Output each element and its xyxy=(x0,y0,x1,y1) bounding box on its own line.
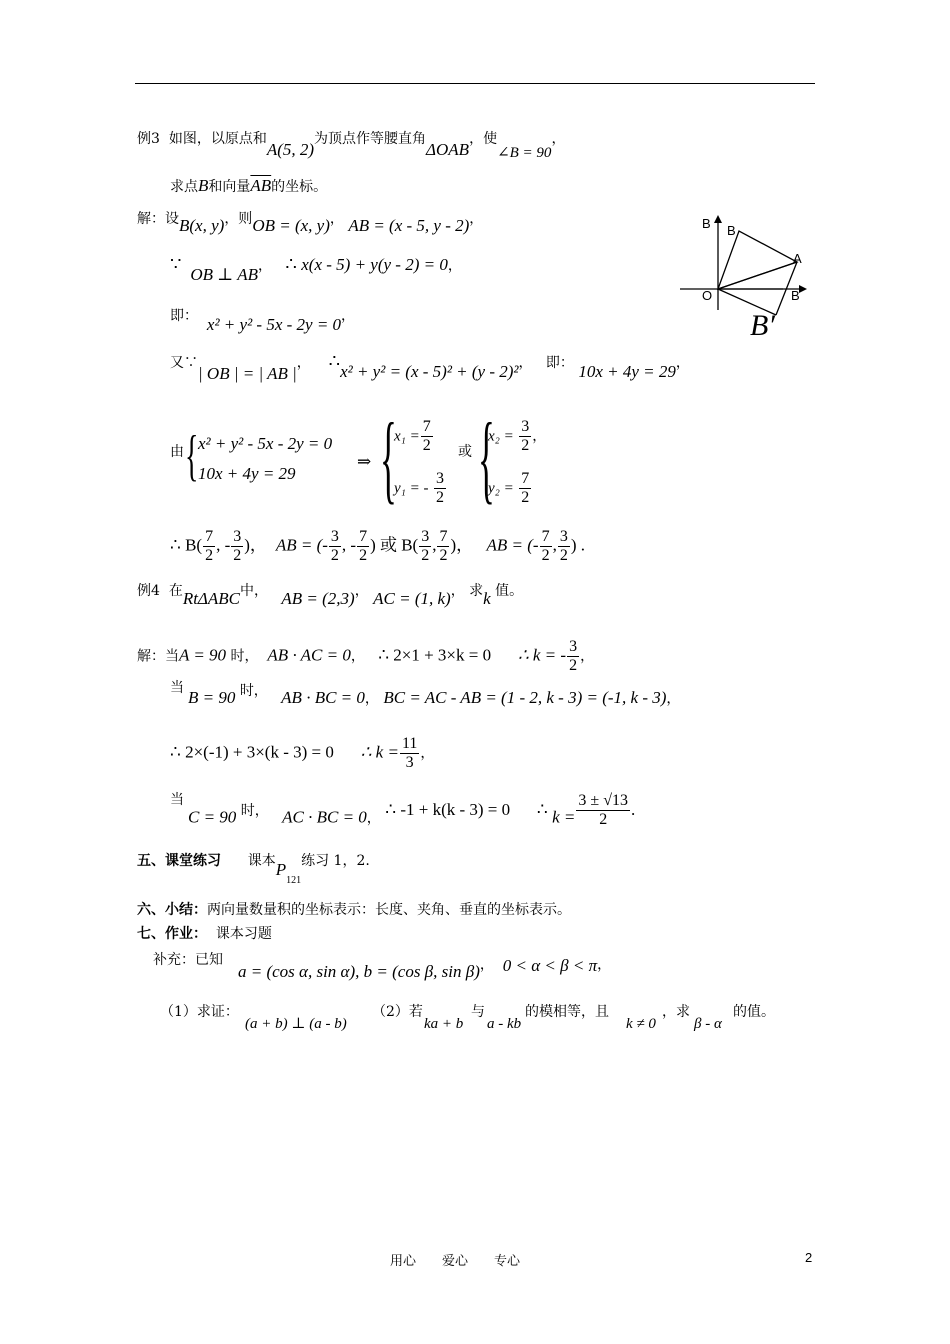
solution-4-line-2b: B = 90 时， AB · BC = 0， BC = AC - AB = (1 - 2, k - 3) = (-1, k - 3)， xyxy=(188,683,681,707)
question-2-ka: ka + b xyxy=(424,1016,464,1032)
question-2: （2）若 xyxy=(372,1004,423,1020)
section-5: 五、课堂练习 课本$P_{121}$练习 1，2. xyxy=(137,853,370,886)
solution-4-line-4: 当 xyxy=(170,792,184,808)
section-7: 七、作业： 课本习题 xyxy=(137,926,272,942)
question-2-end: 的值。 xyxy=(733,1004,775,1020)
solution-4-line-2: 当 xyxy=(170,680,184,696)
footer-text: 用心 爱心 专心 xyxy=(390,1254,521,1269)
y-axis-arrow xyxy=(714,215,722,223)
example-3-line-1: 例3 如图，以原点和A(5, 2)为顶点作等腰直角ΔOAB，使∠B = 90， xyxy=(137,131,566,161)
section-6: 六、小结：两向量数量积的坐标表示：长度、夹角、垂直的坐标表示。 xyxy=(137,902,571,918)
left-brace: { xyxy=(185,425,199,487)
solution-4-line-4b: C = 90 时， AC · BC = 0， ∴ -1 + k(k - 3) = 0 ∴ k = $\frac{3 \pm √13}{2}$ . xyxy=(188,792,636,828)
x-axis-arrow xyxy=(799,285,807,293)
triangle-figure xyxy=(680,205,820,345)
supplement-questions: （1）求证： xyxy=(160,1004,239,1020)
question-2-akb: a - kb xyxy=(487,1016,522,1032)
supplement-line-1: 补充：已知 xyxy=(153,952,223,968)
system-eq-1: x² + y² - 5x - 2y = 0 xyxy=(198,434,333,453)
system-label: 由 xyxy=(170,444,184,460)
label-A: A xyxy=(793,251,802,266)
or-text: 或 xyxy=(458,444,472,460)
solution-y2: y₂ = $\frac{7}{2}$ xyxy=(488,470,530,506)
solution-x1: x₁ = $\frac{7}{2}$ xyxy=(394,418,431,454)
label-B-axis: B xyxy=(702,216,711,231)
triangle-OAB xyxy=(718,231,797,289)
solution-3-answer: ∴ B( $\frac{7}{2}$ , - $\frac{3}{2}$ )， AB = (- $\frac{3}{2}$ , - $\frac{7}{2}$ ) 或 B( $\frac{3}{2}$ , $\frac{7}{2}$ )， AB = (- $\frac{7}{2}$ , $\frac{3}{2}$ ) . xyxy=(170,528,585,564)
solution-4-line-3: ∴ 2×(-1) + 3×(k - 3) = 0 ∴ k = $\frac{11}{3}$ ， xyxy=(170,735,435,771)
question-2-qiu: ，求 xyxy=(662,1004,690,1020)
question-2-yu: 与 xyxy=(471,1004,485,1020)
label-B-right: B xyxy=(791,288,800,303)
label-B-top: B xyxy=(727,223,736,238)
question-2-rest: 的模相等，且 xyxy=(525,1004,609,1020)
implies-arrow: ⇒ xyxy=(357,452,372,471)
solution-x2: x₂ = $\frac{3}{2}$ ， xyxy=(488,418,547,454)
brace-solution-2: { xyxy=(478,402,495,513)
page-number: 2 xyxy=(805,1250,813,1265)
label-O: O xyxy=(702,288,713,303)
example-4-line: 例4 在RtΔABC中， AB = (2,3)， AC = (1, k)， 求k 值。 xyxy=(137,583,524,608)
question-1-math: (a + b) ⊥ (a - b) xyxy=(245,1016,347,1032)
brace-solution-1: { xyxy=(380,402,397,513)
segment-OA xyxy=(718,262,797,289)
solution-y1: y₁ = - $\frac{3}{2}$ xyxy=(394,470,444,506)
example-3-line-2: 求点B和向量$\overline{AB}$的坐标。 xyxy=(170,176,328,195)
solution-3-line-1: 解：设B(x, y)，则OB = (x, y)， AB = (x - 5, y - 2)， xyxy=(137,211,484,235)
label-B-prime: B′ xyxy=(750,309,775,342)
solution-3-line-2: ∵ OB ⊥ AB， ∴ x(x - 5) + y(y - 2) = 0， xyxy=(170,254,462,284)
header-rule xyxy=(135,83,815,84)
question-2-k: k ≠ 0 xyxy=(626,1016,656,1032)
supplement-vectors: a = (cos α, sin α), b = (cos β, sin β)， 0 < α < β < π， xyxy=(238,956,612,981)
system-eq-2: 10x + 4y = 29 xyxy=(198,464,296,483)
solution-3-line-3: 即： x² + y² - 5x - 2y = 0， xyxy=(170,308,356,334)
solution-4-line-1: 解：当A = 90 时， AB · AC = 0， ∴ 2×1 + 3×k = 0 ∴ k = - $\frac{3}{2}$ ， xyxy=(137,638,595,674)
question-2-ba: β - α xyxy=(694,1016,722,1032)
solution-3-line-4: 又∵| OB | = | AB |， ∴x² + y² = (x - 5)² + (y - 2)²， 即： 10x + 4y = 29， xyxy=(170,351,690,383)
